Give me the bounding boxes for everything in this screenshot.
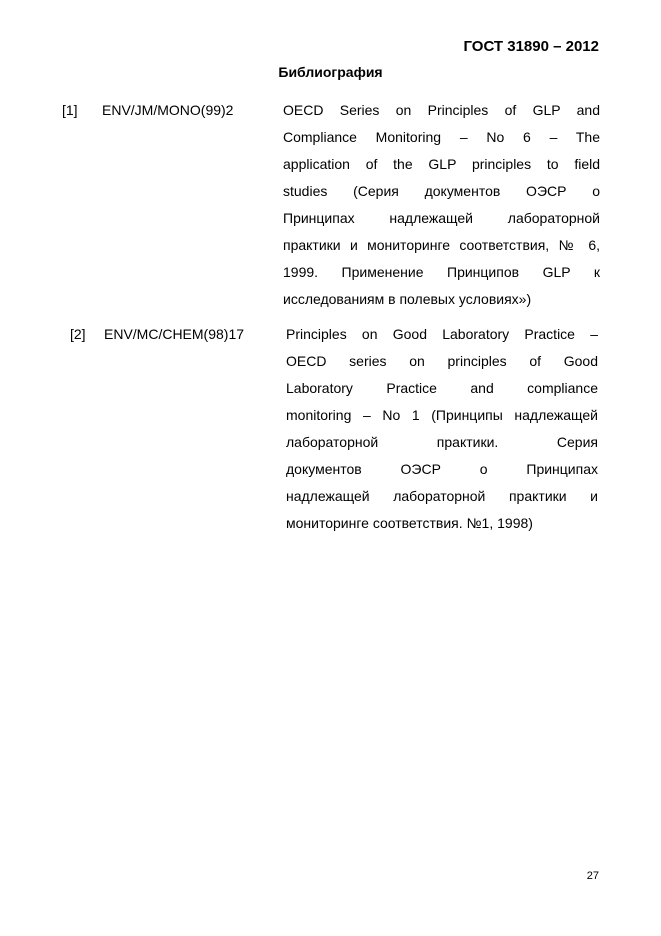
entry-description-line: OECD series on principles of Good — [286, 353, 598, 369]
entry-code: ENV/JM/MONO(99)2 — [102, 102, 234, 118]
standard-designation: ГОСТ 31890 – 2012 — [463, 38, 599, 55]
entry-description-line: Принципах надлежащей лабораторной — [283, 210, 600, 226]
entry-description-line: надлежащей лабораторной практики и — [286, 488, 598, 504]
entry-description — [283, 97, 600, 313]
entry-description-line: OECD Series on Principles of GLP and — [283, 102, 600, 118]
entry-description-line: практики и мониторинге соответствия, № 6, — [283, 237, 600, 253]
entry-description-line: исследованиям в полевых условиях») — [283, 291, 532, 307]
entry-description-line: 1999. Применение Принципов GLP к — [283, 264, 600, 280]
entry-code: ENV/MC/CHEM(98)17 — [104, 326, 245, 342]
entry-description-line: Laboratory Practice and compliance — [286, 380, 598, 396]
entry-description-line: Compliance Monitoring – No 6 – The — [283, 129, 600, 145]
page-number: 27 — [586, 870, 599, 882]
entry-number: [2] — [70, 326, 86, 342]
entry-description-line: Principles on Good Laboratory Practice – — [286, 326, 598, 342]
entry-description-line: application of the GLP principles to field — [283, 156, 600, 172]
entry-description-line: studies (Серия документов ОЭСР о — [283, 183, 600, 199]
entry-description — [286, 321, 598, 537]
bibliography-title — [0, 64, 661, 80]
entry-number: [1] — [62, 102, 78, 118]
bibliography-title-text: Библиография — [278, 64, 383, 80]
entry-description-line: лабораторной практики. Серия — [286, 434, 598, 450]
entry-description-line: monitoring – No 1 (Принципы надлежащей — [286, 407, 598, 423]
entry-description-line: мониторинге соответствия. №1, 1998) — [286, 515, 533, 531]
entry-description-line: документов ОЭСР о Принципах — [286, 461, 598, 477]
